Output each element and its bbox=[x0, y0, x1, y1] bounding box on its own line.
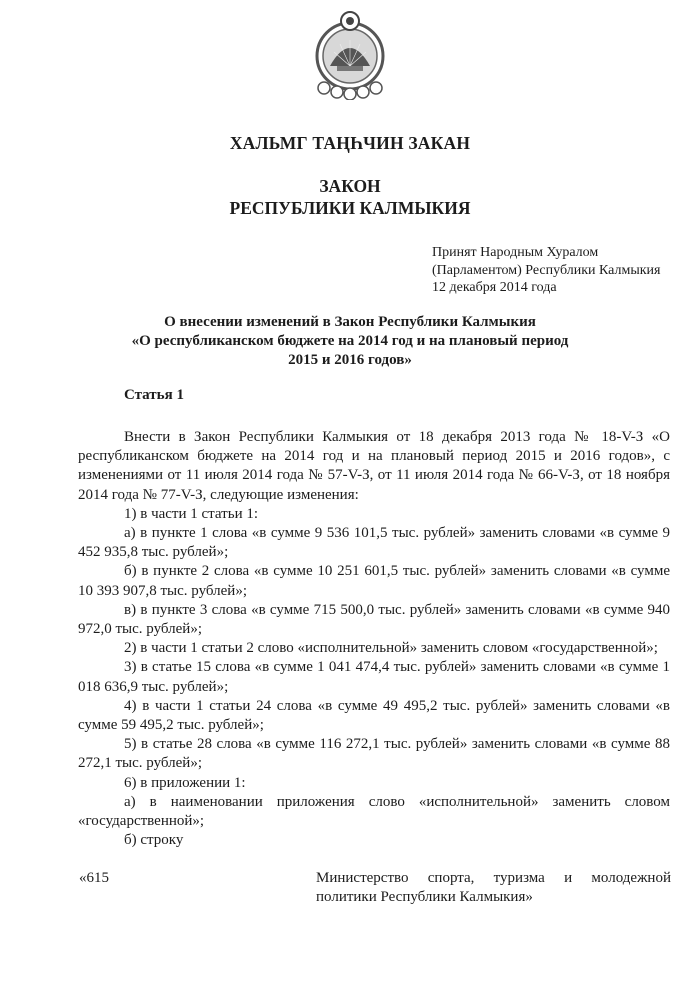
paragraph-item: 5) в статье 28 слова «в сумме 116 272,1 тыс. рублей» заменить словами «в сумме 88 272,1 тыс. рублей»; bbox=[78, 736, 670, 772]
row-code: «615 bbox=[79, 870, 109, 886]
paragraph-item: 2) в части 1 статьи 2 слово «исполнительной» заменить словом «государственной»; bbox=[124, 640, 658, 657]
heading-line1: О внесении изменений в Закон Республики Калмыкия bbox=[164, 314, 536, 330]
article-body bbox=[78, 428, 670, 850]
article-title: Статья 1 bbox=[124, 387, 184, 403]
paragraph-item: 4) в части 1 статьи 24 слова «в сумме 49 495,2 тыс. рублей» заменить словами «в сумме 59 495,2 тыс. рублей»; bbox=[78, 697, 670, 734]
paragraph-item: а) в пункте 1 слова «в сумме 9 536 101,5 тыс. рублей» заменить словами «в сумме 9 452 935,8 тыс. рублей»; bbox=[78, 525, 670, 561]
adoption-line2: (Парламентом) Республики Калмыкия bbox=[432, 262, 661, 278]
adoption-line1: Принят Народным Хуралом bbox=[432, 245, 599, 260]
kalmyk-law-title: ХАЛЬМГ ТАҢҺЧИН ЗАКАН bbox=[229, 133, 471, 153]
paragraph-item: б) в пункте 2 слова «в сумме 10 251 601,5 тыс. рублей» заменить словами «в сумме 10 393 907,8 тыс. рублей»; bbox=[78, 563, 670, 599]
heading-line3: 2015 и 2016 годов» bbox=[288, 352, 412, 368]
heading-line2: «О республиканском бюджете на 2014 год и на плановый период bbox=[131, 333, 569, 349]
law-title-line1: ЗАКОН bbox=[319, 176, 381, 196]
paragraph-intro: Внести в Закон Республики Калмыкия от 18 декабря 2013 года № 18-V-З «О республиканском бюджете на 2014 год и на плановый период 2015 и 2016 годов», с изменениями от 11 июля 2014 года № 57-V-З, от 11 июля 2014 года № 66-V-З, от 18 ноября 2014 года № 77-V-З, следующие изменения: bbox=[78, 429, 670, 503]
law-title bbox=[0, 175, 700, 219]
paragraph-item: 6) в приложении 1: bbox=[124, 774, 246, 791]
paragraph-item: а) в наименовании приложения слово «исполнительной» заменить словом «государственной»; bbox=[78, 793, 670, 830]
document-heading bbox=[100, 313, 600, 370]
law-title-line2: РЕСПУБЛИКИ КАЛМЫКИЯ bbox=[229, 198, 471, 218]
row-name-line1: Министерство спорта, туризма и молодежной bbox=[316, 870, 671, 886]
paragraph-item: в) в пункте 3 слова «в сумме 715 500,0 тыс. рублей» заменить словами «в сумме 940 972,0 тыс. рублей»; bbox=[78, 601, 670, 638]
paragraph-item: б) строку bbox=[124, 832, 184, 849]
adoption-date: 12 декабря 2014 года bbox=[432, 280, 557, 295]
row-name-line2: политики Республики Калмыкия» bbox=[316, 889, 533, 906]
coat-of-arms-icon bbox=[310, 8, 390, 100]
paragraph-item: 3) в статье 15 слова «в сумме 1 041 474,4 тыс. рублей» заменить словами «в сумме 1 018 636,9 тыс. рублей»; bbox=[78, 659, 670, 695]
row-name bbox=[316, 869, 671, 907]
adoption-note bbox=[432, 244, 660, 297]
paragraph-item: 1) в части 1 статьи 1: bbox=[124, 505, 259, 522]
